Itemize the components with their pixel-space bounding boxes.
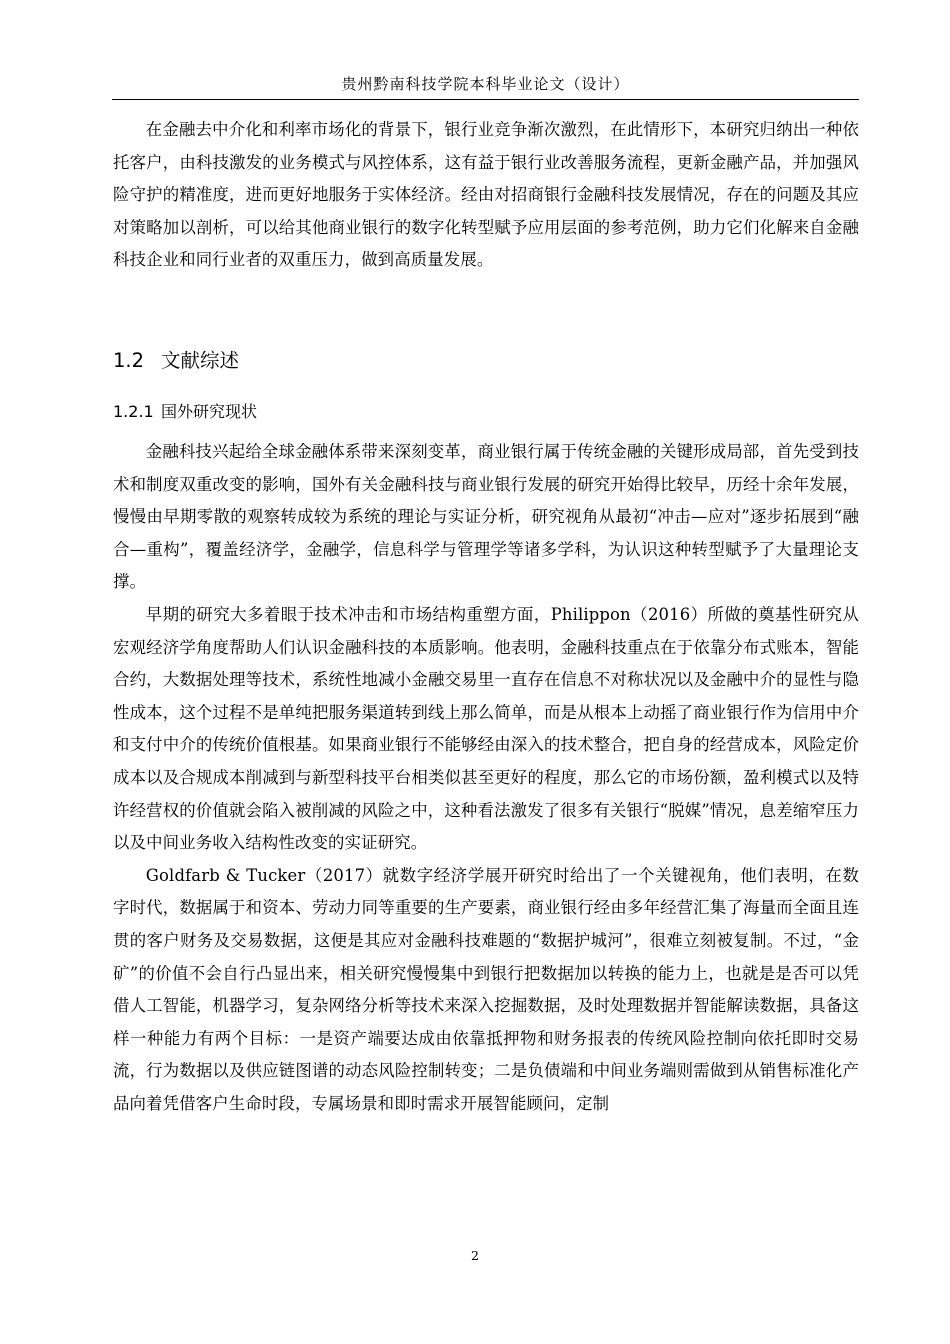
review-paragraph-1: 金融科技兴起给全球金融体系带来深刻变革，商业银行属于传统金融的关键形成局部，首先受到技术和制度双重改变的影响，国外有关金融科技与商业银行发展的研究开始得比较早，历经十余年发展，慢慢由早期零散的观察转成较为系统的理论与实证分析，研究视角从最初“冲击—应对”逐步拓展到“融合—重构”，覆盖经济学，金融学，信息科学与管理学等诸多学科，为认识这种转型赋予了大量理论支撑。 [113,442,859,592]
intro-paragraph-1: 在金融去中介化和利率市场化的背景下，银行业竞争渐次激烈，在此情形下，本研究归纳出一种依托客户，由科技激发的业务模式与风控体系，这有益于银行业改善服务流程，更新金融产品，并加强风险守护的精准度，进而更好地服务于实体经济。经由对招商银行金融科技发展情况，存在的问题及其应对策略加以剖析，可以给其他商业银行的数字化转型赋予应用层面的参考范例，助力它们化解来自金融科技企业和同行业者的双重压力，做到高质量发展。 [113,120,859,270]
section-heading [113,344,239,378]
review-paragraph-3: Goldfarb & Tucker（2017）就数字经济学展开研究时给出了一个关键视角，他们表明，在数字时代，数据属于和资本、劳动力同等重要的生产要素，商业银行经由多年经营汇集了海量而全面且连贯的客户财务及交易数据，这便是其应对金融科技难题的“数据护城河”，很难立刻被复制。不过，“金矿”的价值不会自行凸显出来，相关研究慢慢集中到银行把数据加以转换的能力上，也就是是否可以凭借人工智能，机器学习，复杂网络分析等技术来深入挖掘数据，及时处理数据并智能解读数据，具备这样一种能力有两个目标：一是资产端要达成由依靠抵押物和财务报表的传统风险控制向依托即时交易流，行为数据以及供应链图谱的动态风险控制转变；二是负债端和中间业务端则需做到从销售标准化产品向着凭借客户生命时段，专属场景和即时需求开展智能顾问，定制 [113,865,859,1113]
page-number: 2 [471,1248,479,1263]
section-number: 1.2 [113,349,145,372]
subsection-title: 国外研究现状 [161,402,258,421]
page-header: 贵州黔南科技学院本科毕业论文（设计） [341,75,630,93]
review-paragraph-2: 早期的研究大多着眼于技术冲击和市场结构重塑方面，Philippon（2016）所做的奠基性研究从宏观经济学角度帮助人们认识金融科技的本质影响。他表明，金融科技重点在于依靠分布式账本，智能合约，大数据处理等技术，系统性地减小金融交易里一直存在信息不对称状况以及金融中介的显性与隐性成本，这个过程不是单纯把服务渠道转到线上那么简单，而是从根本上动摇了商业银行作为信用中介和支付中介的传统价值根基。如果商业银行不能够经由深入的技术整合，把自身的经营成本，风险定价成本以及合规成本削减到与新型科技平台相类似甚至更好的程度，那么它的市场份额，盈利模式以及特许经营权的价值就会陷入被削减的风险之中，这种看法激发了很多有关银行“脱媒”情况，息差缩窄压力以及中间业务收入结构性改变的实证研究。 [113,604,859,853]
section-title: 文献综述 [161,349,240,372]
intro-text-block [113,114,859,277]
review-text-block [113,436,859,1120]
subsection-number: 1.2.1 [113,402,154,421]
subsection-heading [113,397,257,427]
header-rule [112,99,859,100]
